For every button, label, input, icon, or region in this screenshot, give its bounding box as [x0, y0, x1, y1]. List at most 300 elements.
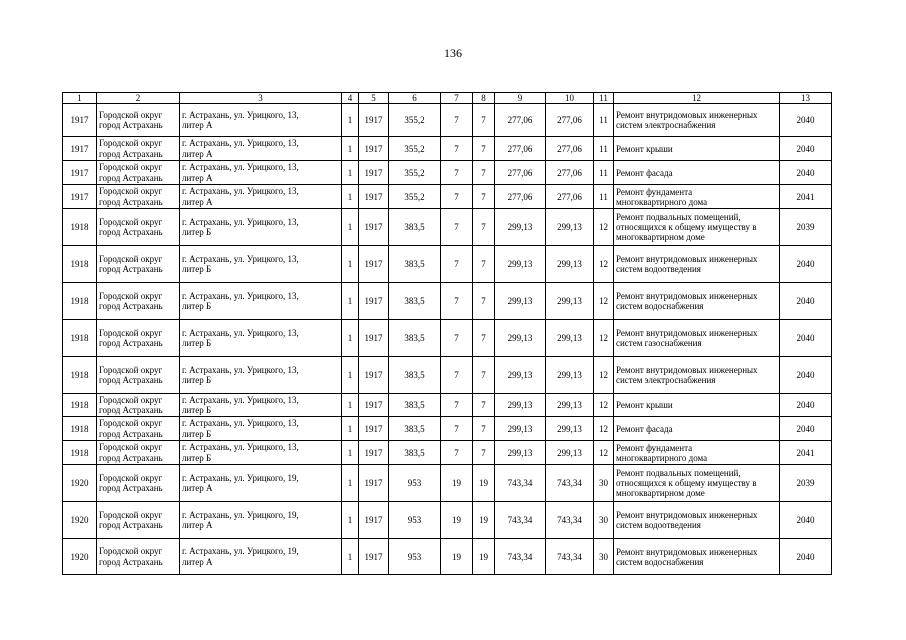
col11-cell: 12	[594, 320, 614, 357]
municipality-cell-line: город Астрахань	[99, 264, 163, 274]
col4-cell: 1	[342, 246, 359, 283]
col10-cell: 299,13	[546, 394, 594, 417]
municipality-cell	[97, 539, 180, 575]
municipality-cell-line: Городской округ	[99, 216, 163, 227]
area-cell: 383,5	[389, 441, 441, 465]
col9-cell: 299,13	[495, 320, 546, 357]
column-header: 3	[180, 93, 342, 104]
repair-work-cell-line: Ремонт внутридомовых инженерных	[616, 328, 758, 338]
col7-cell: 19	[441, 465, 473, 502]
col11-cell: 12	[594, 209, 614, 246]
municipality-cell	[97, 320, 180, 357]
municipality-cell-line: город Астрахань	[99, 196, 163, 207]
address-cell	[180, 394, 342, 417]
col4-cell: 1	[342, 502, 359, 539]
col7-cell: 7	[441, 283, 473, 320]
year-cell: 1917	[359, 104, 389, 137]
col10-cell: 743,34	[546, 539, 594, 575]
col7-cell: 7	[441, 394, 473, 417]
col8-cell: 7	[473, 161, 495, 185]
area-cell: 355,2	[389, 161, 441, 185]
planned-year-cell: 2040	[780, 320, 832, 357]
repair-work-cell	[614, 441, 780, 465]
column-header: 13	[780, 93, 832, 104]
repair-work-cell-line: многоквартирном доме	[616, 488, 705, 498]
address-cell	[180, 137, 342, 161]
house-id-cell: 1918	[63, 283, 97, 320]
house-id-cell: 1917	[63, 137, 97, 161]
col10-cell: 299,13	[546, 209, 594, 246]
address-cell-line: г. Астрахань, ул. Урицкого, 13,	[182, 138, 299, 148]
col11-cell: 12	[594, 283, 614, 320]
col10-cell: 299,13	[546, 357, 594, 394]
municipality-cell-line: город Астрахань	[99, 301, 163, 311]
year-cell: 1917	[359, 161, 389, 185]
repair-work-cell	[614, 104, 780, 137]
address-cell-line: г. Астрахань, ул. Урицкого, 19,	[182, 546, 299, 556]
repair-work-cell-line: Ремонт внутридомовых инженерных	[616, 254, 758, 264]
col7-cell: 19	[441, 502, 473, 539]
table-row	[63, 394, 832, 417]
col4-cell: 1	[342, 104, 359, 137]
address-cell	[180, 161, 342, 185]
table-row	[63, 209, 832, 246]
col4-cell: 1	[342, 209, 359, 246]
col11-cell: 11	[594, 185, 614, 209]
col11-cell: 30	[594, 502, 614, 539]
col7-cell: 7	[441, 209, 473, 246]
col7-cell: 7	[441, 104, 473, 137]
address-cell	[180, 246, 342, 283]
col11-cell: 12	[594, 357, 614, 394]
col9-cell: 277,06	[495, 161, 546, 185]
municipality-cell-line: Городской округ	[99, 418, 163, 428]
col9-cell: 299,13	[495, 246, 546, 283]
repair-work-cell-line: систем водоотведения	[616, 520, 701, 530]
col8-cell: 19	[473, 502, 495, 539]
planned-year-cell: 2040	[780, 357, 832, 394]
table-body	[63, 104, 832, 575]
repair-work-cell-line: Ремонт внутридомовых инженерных	[616, 546, 758, 557]
address-cell-line: г. Астрахань, ул. Урицкого, 13,	[182, 109, 299, 120]
area-cell: 383,5	[389, 246, 441, 283]
repair-work-cell	[614, 185, 780, 209]
col8-cell: 7	[473, 209, 495, 246]
col7-cell: 7	[441, 246, 473, 283]
house-id-cell: 1920	[63, 502, 97, 539]
address-cell-line: г. Астрахань, ул. Урицкого, 13,	[182, 253, 299, 264]
address-cell	[180, 417, 342, 441]
area-cell: 355,2	[389, 104, 441, 137]
municipality-cell	[97, 185, 180, 209]
table-row	[63, 417, 832, 441]
repair-work-cell-line: Ремонт фундамента	[616, 186, 693, 197]
municipality-cell-line: город Астрахань	[99, 520, 163, 530]
address-cell	[180, 502, 342, 539]
address-cell-line: литер Б	[182, 264, 212, 274]
planned-year-cell: 2040	[780, 137, 832, 161]
repair-work-cell: Ремонт фасада	[614, 161, 780, 185]
repair-work-cell-line: Ремонт подвальных помещений,	[616, 212, 741, 222]
repair-work-cell-line: Ремонт внутридомовых инженерных	[616, 365, 758, 375]
municipality-cell	[97, 283, 180, 320]
table-row	[63, 465, 832, 502]
table-row	[63, 161, 832, 185]
planned-year-cell: 2040	[780, 283, 832, 320]
col11-cell: 12	[594, 394, 614, 417]
address-cell-line: литер Б	[182, 375, 212, 385]
planned-year-cell: 2040	[780, 161, 832, 185]
municipality-cell-line: Городской округ	[99, 162, 163, 172]
col11-cell: 12	[594, 246, 614, 283]
municipality-cell	[97, 137, 180, 161]
area-cell: 383,5	[389, 320, 441, 357]
municipality-cell	[97, 502, 180, 539]
area-cell: 383,5	[389, 209, 441, 246]
col10-cell: 277,06	[546, 137, 594, 161]
municipality-cell-line: Городской округ	[99, 472, 163, 483]
col8-cell: 7	[473, 394, 495, 417]
col10-cell: 277,06	[546, 185, 594, 209]
municipality-cell-line: город Астрахань	[99, 483, 163, 493]
column-header: 4	[342, 93, 359, 104]
address-cell-line: г. Астрахань, ул. Урицкого, 13,	[182, 364, 299, 375]
col7-cell: 7	[441, 357, 473, 394]
address-cell-line: литер Б	[182, 452, 212, 463]
table-row	[63, 539, 832, 575]
planned-year-cell: 2040	[780, 246, 832, 283]
col7-cell: 7	[441, 185, 473, 209]
municipality-cell-line: Городской округ	[99, 186, 163, 196]
area-cell: 953	[389, 539, 441, 575]
house-id-cell: 1918	[63, 357, 97, 394]
col10-cell: 299,13	[546, 441, 594, 465]
municipality-cell	[97, 357, 180, 394]
table-row	[63, 441, 832, 465]
year-cell: 1917	[359, 209, 389, 246]
col7-cell: 19	[441, 539, 473, 575]
municipality-cell-line: Городской округ	[99, 327, 163, 338]
municipality-cell-line: Городской округ	[99, 138, 163, 148]
column-header: 6	[389, 93, 441, 104]
col9-cell: 299,13	[495, 417, 546, 441]
col9-cell: 299,13	[495, 357, 546, 394]
col4-cell: 1	[342, 357, 359, 394]
address-cell-line: г. Астрахань, ул. Урицкого, 13,	[182, 162, 299, 172]
repair-work-cell-line: относящихся к общему имуществу в	[616, 222, 757, 232]
municipality-cell-line: город Астрахань	[99, 452, 163, 463]
column-header: 11	[594, 93, 614, 104]
planned-year-cell: 2039	[780, 209, 832, 246]
col11-cell: 11	[594, 161, 614, 185]
col9-cell: 743,34	[495, 539, 546, 575]
table-row	[63, 137, 832, 161]
municipality-cell-line: Городской округ	[99, 364, 163, 375]
address-cell	[180, 539, 342, 575]
house-id-cell: 1920	[63, 539, 97, 575]
col10-cell: 743,34	[546, 502, 594, 539]
year-cell: 1917	[359, 441, 389, 465]
col10-cell: 299,13	[546, 320, 594, 357]
repair-work-cell-line: систем электроснабжения	[616, 375, 716, 385]
repair-work-cell: Ремонт фасада	[614, 417, 780, 441]
municipality-cell-line: Городской округ	[99, 546, 163, 556]
column-header: 2	[97, 93, 180, 104]
house-id-cell: 1918	[63, 441, 97, 465]
address-cell-line: литер А	[182, 556, 213, 567]
column-header: 1	[63, 93, 97, 104]
page-number: 136	[444, 46, 462, 60]
address-cell	[180, 185, 342, 209]
year-cell: 1917	[359, 539, 389, 575]
column-header: 10	[546, 93, 594, 104]
repair-work-cell-line: многоквартирном доме	[616, 232, 705, 242]
house-id-cell: 1918	[63, 209, 97, 246]
address-cell	[180, 283, 342, 320]
municipality-cell-line: город Астрахань	[99, 148, 163, 159]
repair-work-cell-line: Ремонт внутридомовых инженерных	[616, 291, 758, 301]
table-row	[63, 502, 832, 539]
col4-cell: 1	[342, 185, 359, 209]
municipality-cell-line: Городской округ	[99, 109, 163, 120]
col4-cell: 1	[342, 539, 359, 575]
municipality-cell-line: город Астрахань	[99, 227, 163, 237]
col8-cell: 7	[473, 137, 495, 161]
municipality-cell	[97, 246, 180, 283]
year-cell: 1917	[359, 465, 389, 502]
col10-cell: 299,13	[546, 417, 594, 441]
repair-work-cell-line: многоквартирного дома	[616, 196, 708, 207]
col8-cell: 7	[473, 246, 495, 283]
address-cell-line: г. Астрахань, ул. Урицкого, 19,	[182, 509, 299, 520]
house-id-cell: 1917	[63, 104, 97, 137]
col11-cell: 11	[594, 137, 614, 161]
address-cell-line: литер А	[182, 483, 213, 493]
col8-cell: 7	[473, 185, 495, 209]
municipality-cell-line: город Астрахань	[99, 172, 163, 183]
col7-cell: 7	[441, 417, 473, 441]
planned-year-cell: 2040	[780, 417, 832, 441]
col4-cell: 1	[342, 417, 359, 441]
address-cell-line: литер А	[182, 172, 213, 183]
col11-cell: 11	[594, 104, 614, 137]
municipality-cell-line: Городской округ	[99, 509, 163, 520]
year-cell: 1917	[359, 185, 389, 209]
municipality-cell-line: город Астрахань	[99, 428, 163, 439]
planned-year-cell: 2040	[780, 539, 832, 575]
col8-cell: 7	[473, 320, 495, 357]
col9-cell: 743,34	[495, 465, 546, 502]
repair-work-cell	[614, 539, 780, 575]
repair-work-cell-line: систем газоснабжения	[616, 338, 702, 348]
address-cell-line: литер Б	[182, 338, 212, 348]
municipality-cell	[97, 441, 180, 465]
year-cell: 1917	[359, 502, 389, 539]
repair-work-cell	[614, 465, 780, 502]
column-number-row	[63, 93, 832, 104]
address-cell	[180, 465, 342, 502]
address-cell-line: г. Астрахань, ул. Урицкого, 13,	[182, 327, 299, 338]
column-header: 12	[614, 93, 780, 104]
repair-work-cell	[614, 320, 780, 357]
address-cell-line: литер А	[182, 120, 213, 130]
col9-cell: 299,13	[495, 441, 546, 465]
address-cell	[180, 104, 342, 137]
municipality-cell	[97, 465, 180, 502]
repair-work-cell-line: систем электроснабжения	[616, 120, 716, 130]
planned-year-cell: 2040	[780, 104, 832, 137]
address-cell-line: литер Б	[182, 227, 212, 237]
col10-cell: 299,13	[546, 283, 594, 320]
address-cell	[180, 209, 342, 246]
house-id-cell: 1918	[63, 246, 97, 283]
area-cell: 953	[389, 502, 441, 539]
col8-cell: 7	[473, 357, 495, 394]
repair-work-cell-line: Ремонт подвальных помещений,	[616, 468, 741, 478]
address-cell-line: литер Б	[182, 301, 212, 311]
address-cell-line: литер А	[182, 520, 213, 530]
house-id-cell: 1920	[63, 465, 97, 502]
col7-cell: 7	[441, 320, 473, 357]
column-header: 9	[495, 93, 546, 104]
planned-year-cell: 2040	[780, 394, 832, 417]
address-cell	[180, 441, 342, 465]
col4-cell: 1	[342, 441, 359, 465]
repair-work-cell-line: Ремонт фундамента	[616, 442, 693, 453]
col8-cell: 7	[473, 283, 495, 320]
address-cell-line: литер А	[182, 196, 213, 207]
repair-work-cell: Ремонт крыши	[614, 137, 780, 161]
area-cell: 355,2	[389, 185, 441, 209]
table-row	[63, 185, 832, 209]
area-cell: 383,5	[389, 394, 441, 417]
planned-year-cell: 2040	[780, 502, 832, 539]
repair-work-cell-line: Ремонт внутридомовых инженерных	[616, 110, 758, 120]
municipality-cell-line: город Астрахань	[99, 338, 163, 348]
col9-cell: 299,13	[495, 394, 546, 417]
address-cell-line: литер Б	[182, 405, 212, 415]
year-cell: 1917	[359, 246, 389, 283]
repair-work-cell	[614, 357, 780, 394]
col10-cell: 277,06	[546, 161, 594, 185]
municipality-cell-line: город Астрахань	[99, 556, 163, 567]
repair-work-cell	[614, 502, 780, 539]
col11-cell: 12	[594, 441, 614, 465]
municipality-cell-line: город Астрахань	[99, 120, 163, 130]
repair-work-cell-line: относящихся к общему имуществу в	[616, 478, 757, 488]
table-row	[63, 104, 832, 137]
address-cell	[180, 357, 342, 394]
municipality-cell	[97, 104, 180, 137]
col4-cell: 1	[342, 465, 359, 502]
col11-cell: 30	[594, 539, 614, 575]
planned-year-cell: 2041	[780, 441, 832, 465]
house-id-cell: 1917	[63, 185, 97, 209]
address-cell-line: г. Астрахань, ул. Урицкого, 13,	[182, 216, 299, 227]
table-row	[63, 357, 832, 394]
year-cell: 1917	[359, 320, 389, 357]
col4-cell: 1	[342, 394, 359, 417]
col9-cell: 299,13	[495, 283, 546, 320]
repair-work-cell-line: Ремонт внутридомовых инженерных	[616, 510, 758, 520]
address-cell-line: литер Б	[182, 428, 212, 439]
col10-cell: 277,06	[546, 104, 594, 137]
area-cell: 383,5	[389, 417, 441, 441]
col9-cell: 277,06	[495, 185, 546, 209]
address-cell-line: г. Астрахань, ул. Урицкого, 13,	[182, 186, 299, 196]
address-cell-line: литер А	[182, 148, 213, 159]
municipality-cell	[97, 394, 180, 417]
housing-repair-table	[62, 92, 832, 575]
area-cell: 953	[389, 465, 441, 502]
municipality-cell	[97, 417, 180, 441]
year-cell: 1917	[359, 417, 389, 441]
repair-work-cell-line: систем водоснабжения	[616, 556, 704, 567]
repair-work-cell: Ремонт крыши	[614, 394, 780, 417]
planned-year-cell: 2039	[780, 465, 832, 502]
municipality-cell-line: Городской округ	[99, 394, 163, 405]
repair-work-cell-line: систем водоснабжения	[616, 301, 704, 311]
address-cell-line: г. Астрахань, ул. Урицкого, 13,	[182, 442, 299, 452]
area-cell: 355,2	[389, 137, 441, 161]
col9-cell: 277,06	[495, 137, 546, 161]
repair-work-cell-line: многоквартирного дома	[616, 452, 708, 463]
municipality-cell-line: Городской округ	[99, 253, 163, 264]
year-cell: 1917	[359, 357, 389, 394]
house-id-cell: 1918	[63, 394, 97, 417]
col9-cell: 277,06	[495, 104, 546, 137]
col7-cell: 7	[441, 161, 473, 185]
repair-work-cell	[614, 283, 780, 320]
repair-work-cell	[614, 209, 780, 246]
col8-cell: 7	[473, 104, 495, 137]
year-cell: 1917	[359, 137, 389, 161]
col7-cell: 7	[441, 441, 473, 465]
table-row	[63, 283, 832, 320]
col10-cell: 299,13	[546, 246, 594, 283]
col8-cell: 7	[473, 417, 495, 441]
col9-cell: 743,34	[495, 502, 546, 539]
col4-cell: 1	[342, 320, 359, 357]
municipality-cell	[97, 161, 180, 185]
house-id-cell: 1917	[63, 161, 97, 185]
repair-work-cell-line: систем водоотведения	[616, 264, 701, 274]
address-cell-line: г. Астрахань, ул. Урицкого, 13,	[182, 418, 299, 428]
municipality-cell-line: город Астрахань	[99, 375, 163, 385]
col4-cell: 1	[342, 283, 359, 320]
address-cell-line: г. Астрахань, ул. Урицкого, 19,	[182, 472, 299, 483]
col4-cell: 1	[342, 137, 359, 161]
year-cell: 1917	[359, 394, 389, 417]
house-id-cell: 1918	[63, 320, 97, 357]
col10-cell: 743,34	[546, 465, 594, 502]
col9-cell: 299,13	[495, 209, 546, 246]
repair-work-cell	[614, 246, 780, 283]
area-cell: 383,5	[389, 283, 441, 320]
municipality-cell-line: Городской округ	[99, 442, 163, 452]
col7-cell: 7	[441, 137, 473, 161]
address-cell-line: г. Астрахань, ул. Урицкого, 13,	[182, 394, 299, 405]
column-header: 5	[359, 93, 389, 104]
planned-year-cell: 2041	[780, 185, 832, 209]
column-header: 8	[473, 93, 495, 104]
municipality-cell-line: город Астрахань	[99, 405, 163, 415]
col8-cell: 19	[473, 539, 495, 575]
table-row	[63, 320, 832, 357]
address-cell	[180, 320, 342, 357]
col8-cell: 7	[473, 441, 495, 465]
col8-cell: 19	[473, 465, 495, 502]
